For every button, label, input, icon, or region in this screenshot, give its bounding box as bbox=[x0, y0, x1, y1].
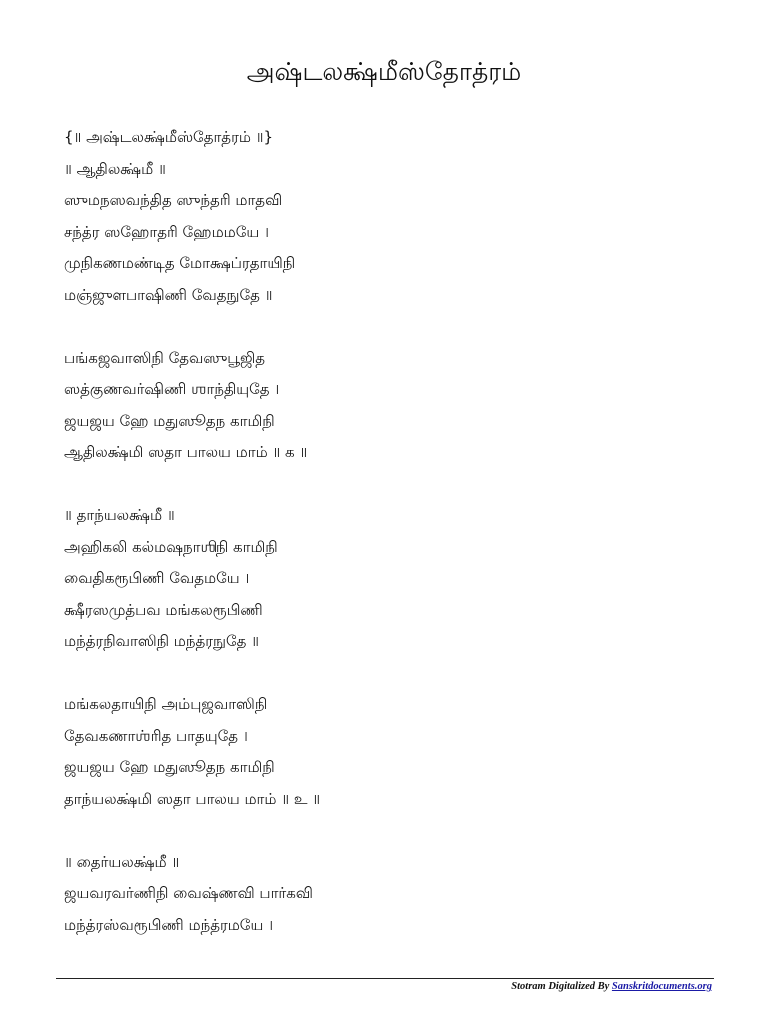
verse-line: ஸத்குணவர்ஷிணி ஶாந்தியுதே । bbox=[64, 380, 280, 398]
footer-credit bbox=[511, 980, 712, 994]
verse-line: தாந்யலக்ஷ்மி ஸதா பாலய மாம் ॥ உ ॥ bbox=[64, 789, 321, 808]
footer-divider bbox=[56, 978, 714, 979]
verse-line: மங்கலதாயிநி அம்புஜவாஸிநி bbox=[64, 695, 268, 713]
verse-line: முநிகணமண்டித மோக்ஷப்ரதாயிநி bbox=[64, 254, 296, 272]
stanza-gap bbox=[64, 469, 704, 501]
verse-line: ஜயவரவர்ணிநி வைஷ்ணவி பார்கவி bbox=[64, 884, 313, 902]
section-heading: ॥ தாந்யலக்ஷ்மீ ॥ bbox=[64, 506, 175, 524]
verse-line: {॥ அஷ்டலக்ஷ்மீஸ்தோத்ரம் ॥} bbox=[64, 128, 274, 146]
verse-line: வைதிகரூபிணி வேதமயே । bbox=[64, 569, 250, 587]
stanza-gap bbox=[64, 658, 704, 690]
section-heading: ॥ தைர்யலக்ஷ்மீ ॥ bbox=[64, 852, 180, 871]
verse-line: தேவகணாஶ்ரித பாதயுதே । bbox=[64, 726, 248, 745]
footer-credit-text: Stotram Digitalized By bbox=[511, 981, 612, 992]
stanza-gap bbox=[64, 815, 704, 847]
sanskritdocuments-link[interactable]: Sanskritdocuments.org bbox=[611, 981, 712, 992]
stotram-body bbox=[64, 122, 704, 941]
verse-line: ஜயஜய ஹே மதுஸூதந காமிநி bbox=[64, 411, 275, 430]
verse-line: மந்த்ரநிவாஸிநி மந்த்ரநுதே ॥ bbox=[64, 632, 259, 650]
verse-line: அஹிகலி கல்மஷநாஶிநி காமிநி bbox=[64, 537, 278, 556]
verse-line: ஜயஜய ஹே மதுஸூதந காமிநி bbox=[64, 758, 275, 776]
verse-line: பங்கஜவாஸிநி தேவஸுபூஜித bbox=[64, 348, 265, 367]
verse-line: சந்த்ர ஸஹோதரி ஹேமமயே । bbox=[64, 222, 269, 241]
verse-line: ஸுமநஸவந்தித ஸுந்தரி மாதவி bbox=[64, 191, 283, 209]
page-title: அஷ்டலக்ஷ்மீஸ்தோத்ரம் bbox=[246, 57, 522, 86]
stanza-gap bbox=[64, 311, 704, 343]
section-heading: ॥ ஆதிலக்ஷ்மீ ॥ bbox=[64, 159, 166, 178]
verse-line: மஞ்ஜுளபாஷிணி வேதநுதே ॥ bbox=[64, 285, 273, 304]
verse-line: ஆதிலக்ஷ்மி ஸதா பாலய மாம் ॥ க ॥ bbox=[64, 443, 308, 461]
verse-line: க்ஷீரஸமுத்பவ மங்கலரூபிணி bbox=[64, 600, 263, 619]
verse-line: மந்த்ரஸ்வரூபிணி மந்த்ரமயே । bbox=[64, 915, 274, 934]
